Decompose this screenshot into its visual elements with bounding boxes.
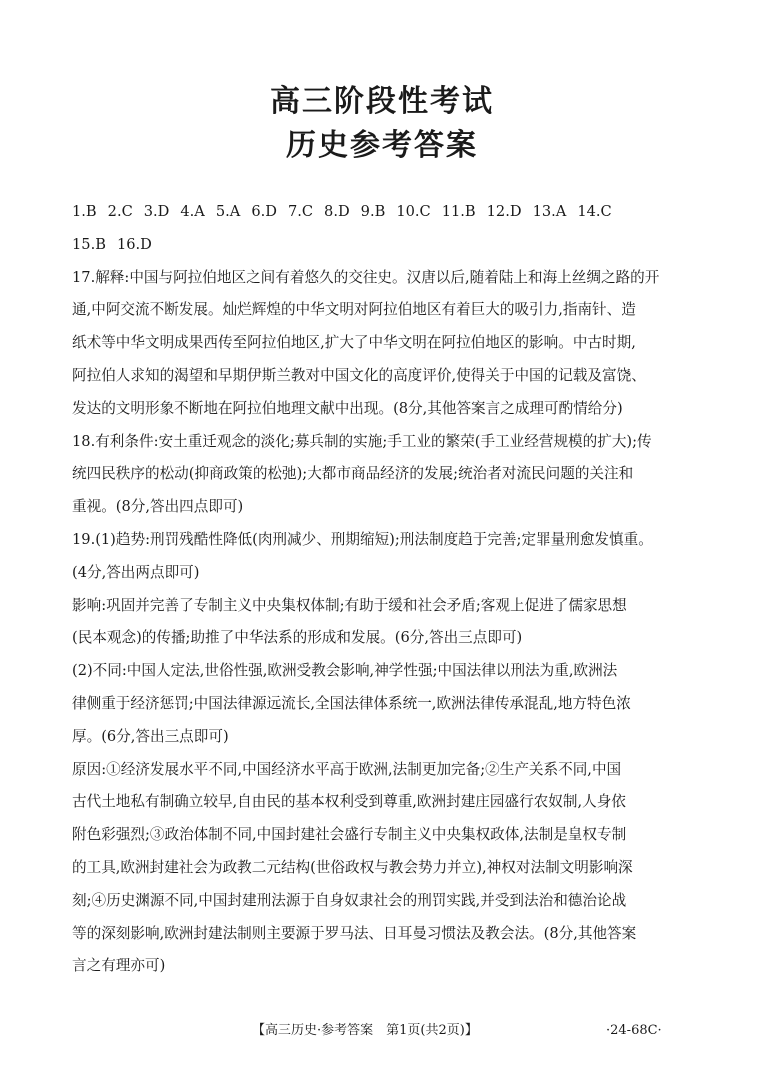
text-line: 纸术等中华文明成果西传至阿拉伯地区,扩大了中华文明在阿拉伯地区的影响。中古时期, [72, 334, 636, 352]
choice-answer: 5.A [215, 203, 241, 220]
page-title-line2: 历史参考答案 [286, 128, 478, 163]
text-line: 原因:①经济发展水平不同,中国经济水平高于欧洲,法制更加完备;②生产关系不同,中国 [72, 760, 622, 778]
choice-answer: 16.D [116, 235, 152, 253]
text-line: 发达的文明形象不断地在阿拉伯地理文献中出现。(8分,其他答案言之成理可酌情给分) [72, 399, 623, 417]
text-line: 重视。(8分,答出四点即可) [72, 498, 244, 516]
choice-answer: 7.C [287, 203, 314, 220]
text-line: 古代土地私有制确立较早,自由民的基本权利受到尊重,欧洲封建庄园盛行农奴制,人身依 [72, 793, 626, 811]
choice-answer: 4.A [180, 203, 205, 220]
choice-answer: 9.B [360, 203, 386, 220]
choice-answer: 12.D [486, 203, 522, 220]
text-line: 的工具,欧洲封建社会为政教二元结构(世俗政权与教会势力并立),神权对法制文明影响深 [72, 858, 633, 876]
text-line: 刻;④历史渊源不同,中国封建刑法源于自身奴隶社会的刑罚实践,并受到法治和德治论战 [72, 891, 627, 909]
choice-answer: 13.A [532, 203, 567, 220]
text-line: 律侧重于经济惩罚;中国法律源远流长,全国法律体系统一,欧洲法律传承混乱,地方特色浓 [72, 694, 631, 712]
text-line: 等的深刻影响,欧洲封建法制则主要源于罗马法、日耳曼习惯法及教会法。(8分,其他答案 [72, 924, 637, 942]
text-line: 影响:巩固并完善了专制主义中央集权体制;有助于缓和社会矛盾;客观上促进了儒家思想 [72, 596, 627, 614]
choice-answer: 1.B [72, 203, 97, 220]
answer-17 [72, 262, 700, 426]
text-line: 18.有利条件:安土重迁观念的淡化;募兵制的实施;手工业的繁荣(手工业经营规模的扩大);传 [72, 432, 652, 450]
footer-page-info: 【高三历史·参考答案 第1页(共2页)】 [252, 1023, 478, 1038]
footer-exam-code: ·24-68C· [606, 1023, 662, 1038]
choice-answer: 15.B [72, 235, 106, 253]
choice-answer: 8.D [324, 203, 350, 220]
choice-answer: 6.D [251, 203, 277, 220]
choice-answers-row1 [72, 196, 700, 229]
text-line: 阿拉伯人求知的渴望和早期伊斯兰教对中国文化的高度评价,使得关于中国的记载及富饶、 [72, 366, 646, 384]
text-line: 统四民秩序的松动(抑商政策的松弛);大都市商品经济的发展;统治者对流民问题的关注和 [72, 465, 634, 483]
choice-answer: 2.C [107, 203, 133, 220]
choice-answers-row2 [72, 229, 700, 262]
text-line: (民本观念)的传播;助推了中华法系的形成和发展。(6分,答出三点即可) [72, 629, 523, 647]
text-line: 厚。(6分,答出三点即可) [72, 727, 229, 745]
answer-19 [72, 524, 700, 983]
text-line: 17.解释:中国与阿拉伯地区之间有着悠久的交往史。汉唐以后,随着陆上和海上丝绸之路的开 [72, 268, 660, 286]
text-line: 附色彩强烈;③政治体制不同,中国封建社会盛行专制主义中央集权政体,法制是皇权专制 [72, 826, 627, 844]
answer-content [72, 196, 700, 983]
page-title-line1: 高三阶段性考试 [270, 84, 494, 119]
choice-answer: 14.C [577, 203, 612, 220]
text-line: 通,中阿交流不断发展。灿烂辉煌的中华文明对阿拉伯地区有着巨大的吸引力,指南针、造 [72, 301, 636, 319]
choice-answer: 11.B [441, 203, 476, 220]
choice-answer: 3.D [143, 203, 170, 220]
text-line: 19.(1)趋势:刑罚残酷性降低(肉刑减少、刑期缩短);刑法制度趋于完善;定罪量刑愈发慎重。 [72, 530, 653, 548]
text-line: 言之有理亦可) [72, 957, 166, 975]
text-line: (4分,答出两点即可) [72, 563, 200, 581]
answer-18 [72, 426, 700, 524]
text-line: (2)不同:中国人定法,世俗性强,欧洲受教会影响,神学性强;中国法律以刑法为重,欧洲法 [72, 662, 618, 680]
choice-answer: 10.C [396, 203, 431, 220]
